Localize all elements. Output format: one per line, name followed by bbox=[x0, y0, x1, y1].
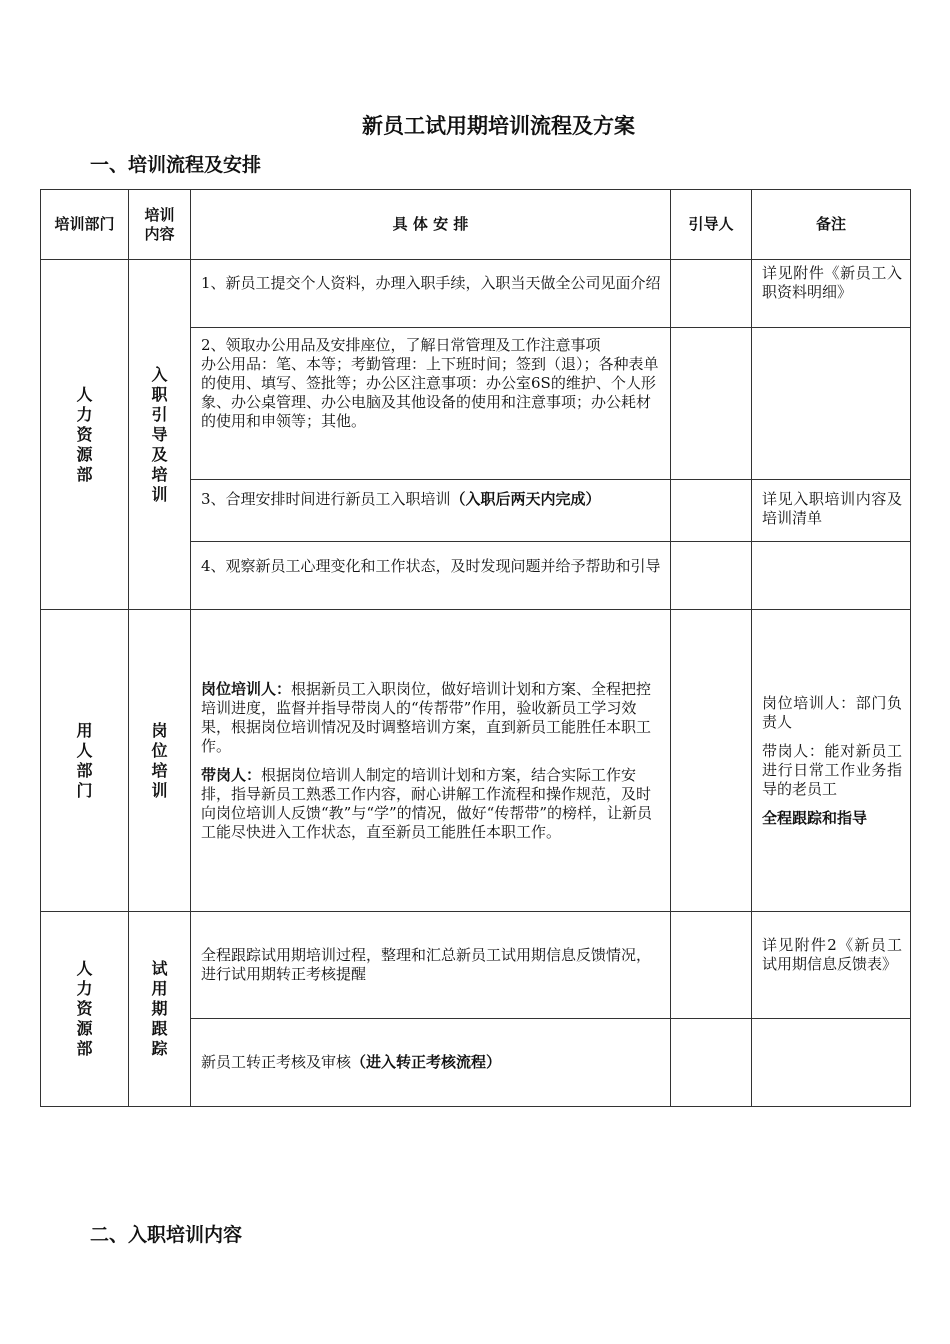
table-row bbox=[41, 610, 911, 912]
header-dept: 培训部门 bbox=[41, 190, 129, 260]
arrangement-cell bbox=[191, 328, 671, 480]
remark-cell: 详见入职培训内容及培训清单 bbox=[752, 480, 911, 542]
remark-cell bbox=[752, 328, 911, 480]
header-remark: 备注 bbox=[752, 190, 911, 260]
arrangement-cell: 4、观察新员工心理变化和工作状态，及时发现问题并给予帮助和引导 bbox=[191, 542, 671, 610]
content-cell: 岗位培训 bbox=[129, 610, 191, 912]
guide-cell bbox=[671, 328, 752, 480]
document-title: 新员工试用期培训流程及方案 bbox=[362, 114, 635, 138]
arrangement-cell bbox=[191, 610, 671, 912]
content-cell: 试用期跟踪 bbox=[129, 912, 191, 1107]
remark-cell: 详见附件2《新员工试用期信息反馈表》 bbox=[752, 912, 911, 1019]
guide-cell bbox=[671, 542, 752, 610]
remark-line-3: 全程跟踪和指导 bbox=[762, 808, 868, 827]
dept-cell: 人力资源部 bbox=[41, 912, 129, 1107]
guide-cell bbox=[671, 912, 752, 1019]
table-row bbox=[41, 260, 911, 328]
header-arrangement: 具 体 安 排 bbox=[191, 190, 671, 260]
arrangement-cell: 全程跟踪试用期培训过程，整理和汇总新员工试用期信息反馈情况，进行试用期转正考核提醒 bbox=[191, 912, 671, 1019]
guide-cell bbox=[671, 480, 752, 542]
dept-cell: 人力资源部 bbox=[41, 260, 129, 610]
remark-cell bbox=[752, 542, 911, 610]
header-guide: 引导人 bbox=[671, 190, 752, 260]
guide-cell bbox=[671, 610, 752, 912]
table-row bbox=[41, 912, 911, 1019]
content-cell: 入职引导及培训 bbox=[129, 260, 191, 610]
guide-cell bbox=[671, 1019, 752, 1107]
arrangement-cell: 1、新员工提交个人资料，办理入职手续，入职当天做全公司见面介绍 bbox=[191, 260, 671, 328]
section-heading-2: 二、入职培训内容 bbox=[90, 1224, 243, 1246]
remark-line-1: 岗位培训人：部门负责人 bbox=[762, 693, 902, 731]
arrangement-detail: 办公用品：笔、本等；考勤管理：上下班时间；签到（退）；各种表单的使用、填写、签批等；办公区注意事项：办公室6S的维护、个人形象、办公桌管理、办公电脑及其他设备的使用和注意事项；办公耗材的使用和申领等；其他。 bbox=[201, 355, 659, 430]
arrangement-paragraph-1: 岗位培训人：根据新员工入职岗位，做好培训计划和方案、全程把控培训进度，监督并指导带岗人的“传帮带”作用，验收新员工学习效果，根据岗位培训情况及时调整培训方案，直到新员工能胜任本职工作。 bbox=[201, 679, 652, 755]
training-table bbox=[40, 189, 911, 1107]
emphasis-text: （入职后两天内完成） bbox=[450, 490, 601, 508]
header-content: 培训内容 bbox=[129, 190, 191, 260]
emphasis-text: （进入转正考核流程） bbox=[351, 1053, 502, 1071]
section-heading-1: 一、培训流程及安排 bbox=[90, 154, 262, 176]
table-header-row bbox=[41, 190, 911, 260]
arrangement-cell: 新员工转正考核及审核（进入转正考核流程） bbox=[191, 1019, 671, 1107]
arrangement-paragraph-2: 带岗人：根据岗位培训人制定的培训计划和方案，结合实际工作安排，指导新员工熟悉工作内容，耐心讲解工作流程和操作规范，及时向岗位培训人反馈“教”与“学”的情况，做好“传帮带”的榜样，让新员工能尽快进入工作状态，直至新员工能胜任本职工作。 bbox=[201, 765, 653, 841]
dept-cell: 用人部门 bbox=[41, 610, 129, 912]
guide-cell bbox=[671, 260, 752, 328]
remark-cell: 详见附件《新员工入职资料明细》 bbox=[752, 260, 911, 328]
remark-cell bbox=[752, 610, 911, 912]
arrangement-text: 2、领取办公用品及安排座位，了解日常管理及工作注意事项 bbox=[201, 336, 601, 354]
remark-cell bbox=[752, 1019, 911, 1107]
remark-line-2: 带岗人：能对新员工进行日常工作业务指导的老员工 bbox=[762, 741, 902, 798]
arrangement-cell: 3、合理安排时间进行新员工入职培训（入职后两天内完成） bbox=[191, 480, 671, 542]
